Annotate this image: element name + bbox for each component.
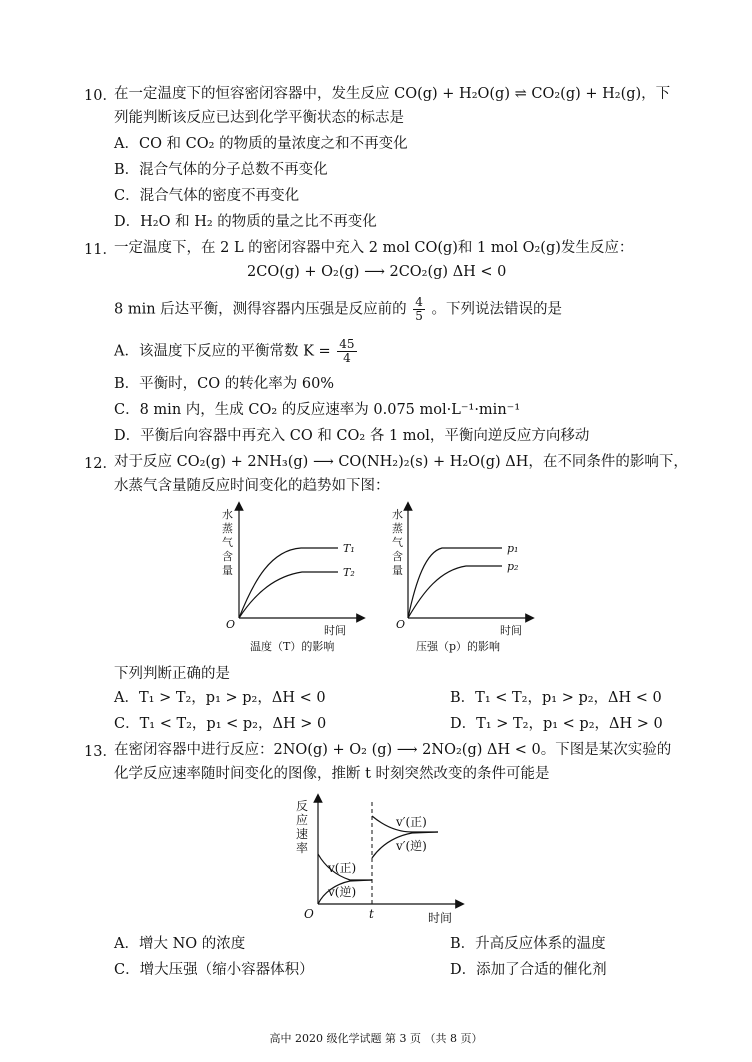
q13-option-b: B．升高反应体系的温度 <box>450 936 606 952</box>
q12-g1-curve-t2 <box>239 572 338 618</box>
q11-stem-pre: 8 min 后达平衡，测得容器内压强是反应前的 <box>114 301 407 318</box>
q10-option-c: C．混合气体的密度不再变化 <box>114 188 300 204</box>
q12-g2-xlabel: 时间 <box>500 624 522 637</box>
q10-option-d: D．H₂O 和 H₂ 的物质的量之比不再变化 <box>114 214 377 230</box>
q12-judge: 下列判断正确的是 <box>114 666 230 682</box>
q13-rate-graph <box>288 792 468 932</box>
q10-option-b: B．混合气体的分子总数不再变化 <box>114 162 328 178</box>
q11-option-a-fraction <box>337 338 356 365</box>
q11-equation: 2CO(g) + O₂(g) ⟶ 2CO₂(g) ΔH < 0 <box>247 264 507 280</box>
q12-g1-xlabel: 时间 <box>324 624 346 637</box>
q11-stem-line1: 一定温度下，在 2 L 的密闭容器中充入 2 mol CO(g)和 1 mol O₂(g)发生反应： <box>114 240 634 256</box>
q13-option-c: C．增大压强（缩小容器体积） <box>114 962 314 978</box>
q11-number: 11． <box>84 242 117 258</box>
q12-g1-ylabel-0: 水 <box>222 508 233 521</box>
q12-g1-ylabel-2: 气 <box>222 536 233 549</box>
q11-stem-post: 。下列说法错误的是 <box>431 301 563 318</box>
q11-option-a <box>114 338 357 365</box>
q13-xlabel: 时间 <box>428 911 453 925</box>
q12-g1-ylabel-3: 含 <box>222 550 233 563</box>
q12-option-a: A．T₁ > T₂，p₁ > p₂，ΔH < 0 <box>114 690 326 706</box>
q13-label-v-reverse: v(逆) <box>328 885 357 899</box>
q12-option-d: D．T₁ > T₂，p₁ < p₂，ΔH > 0 <box>450 716 663 732</box>
page-footer: 高中 2020 级化学试题 第 3 页 （共 8 页） <box>269 1032 483 1045</box>
q12-g1-curve-t1 <box>239 548 338 618</box>
q12-g2-caption: 压强（p）的影响 <box>416 640 501 653</box>
q11-frac-den: 5 <box>415 309 423 323</box>
q13-stem-line2: 化学反应速率随时间变化的图像，推断 t 时刻突然改变的条件可能是 <box>114 766 550 782</box>
q12-g1-label-t1: T₁ <box>343 542 355 555</box>
q10-number: 10． <box>84 88 117 104</box>
q11-option-a-den: 4 <box>343 351 351 365</box>
q12-g2-label-p2: p₂ <box>507 560 519 573</box>
q12-option-c: C．T₁ < T₂，p₁ < p₂，ΔH > 0 <box>114 716 327 732</box>
q12-g1-ylabel-4: 量 <box>222 564 233 577</box>
q13-label-v2-reverse: v′(逆) <box>396 839 427 853</box>
q11-frac-num: 4 <box>415 295 423 309</box>
q12-g2-ylabel-3: 含 <box>392 550 403 563</box>
q12-graph-temperature <box>206 500 366 655</box>
q12-g2-ylabel-2: 气 <box>392 536 403 549</box>
q12-g2-origin: O <box>396 618 406 631</box>
q10-stem-line1: 在一定温度下的恒容密闭容器中，发生反应 CO(g) + H₂O(g) ⇌ CO₂(g) + H₂(g)，下 <box>114 86 671 102</box>
q12-g2-ylabel-1: 蒸 <box>392 522 403 535</box>
q13-label-v2-forward: v′(正) <box>396 815 427 829</box>
q13-t-label: t <box>369 907 374 921</box>
q12-g2-label-p1: p₁ <box>507 542 519 555</box>
q10-option-a: A．CO 和 CO₂ 的物质的量浓度之和不再变化 <box>114 136 408 152</box>
q12-stem-line2: 水蒸气含量随反应时间变化的趋势如下图： <box>114 478 390 494</box>
q12-g2-curve-p2 <box>408 566 502 618</box>
q11-option-b: B．平衡时，CO 的转化率为 60% <box>114 376 335 392</box>
q11-option-a-num: 45 <box>339 337 355 351</box>
q13-ylabel-3: 率 <box>296 841 309 855</box>
q12-g2-ylabel-0: 水 <box>392 508 403 521</box>
q12-g2-ylabel-4: 量 <box>392 564 403 577</box>
q12-g1-caption: 温度（T）的影响 <box>250 640 335 653</box>
q13-option-a: A．增大 NO 的浓度 <box>114 936 246 952</box>
q12-g1-ylabel-1: 蒸 <box>222 522 233 535</box>
q13-label-v-forward: v(正) <box>328 861 357 875</box>
q13-ylabel-0: 反 <box>296 799 309 813</box>
q13-stem-line1: 在密闭容器中进行反应：2NO(g) + O₂ (g) ⟶ 2NO₂(g) ΔH < 0。下图是某次实验的 <box>114 742 672 758</box>
q12-g2-curve-p1 <box>408 548 502 618</box>
q13-number: 13． <box>84 744 117 760</box>
q11-option-a-text: A．该温度下反应的平衡常数 K = <box>114 343 331 360</box>
q12-graph-pressure <box>378 500 538 655</box>
q12-g1-origin: O <box>226 618 236 631</box>
q11-option-c: C．8 min 内，生成 CO₂ 的反应速率为 0.075 mol·L⁻¹·min⁻¹ <box>114 402 521 418</box>
q11-stem-line3 <box>114 296 562 323</box>
q12-number: 12． <box>84 456 117 472</box>
q13-option-d: D．添加了合适的催化剂 <box>450 962 607 978</box>
q10-stem-line2: 列能判断该反应已达到化学平衡状态的标志是 <box>114 110 404 126</box>
q13-ylabel-1: 应 <box>296 813 309 827</box>
q11-option-d: D．平衡后向容器中再充入 CO 和 CO₂ 各 1 mol，平衡向逆反应方向移动 <box>114 428 590 444</box>
q12-option-b: B．T₁ < T₂，p₁ > p₂，ΔH < 0 <box>450 690 662 706</box>
q12-stem-line1: 对于反应 CO₂(g) + 2NH₃(g) ⟶ CO(NH₂)₂(s) + H₂O(g) ΔH，在不同条件的影响下， <box>114 454 688 470</box>
q13-ylabel-2: 速 <box>296 827 309 841</box>
q11-fraction <box>413 296 425 323</box>
q12-g1-label-t2: T₂ <box>343 566 355 579</box>
q13-origin: O <box>304 907 314 921</box>
